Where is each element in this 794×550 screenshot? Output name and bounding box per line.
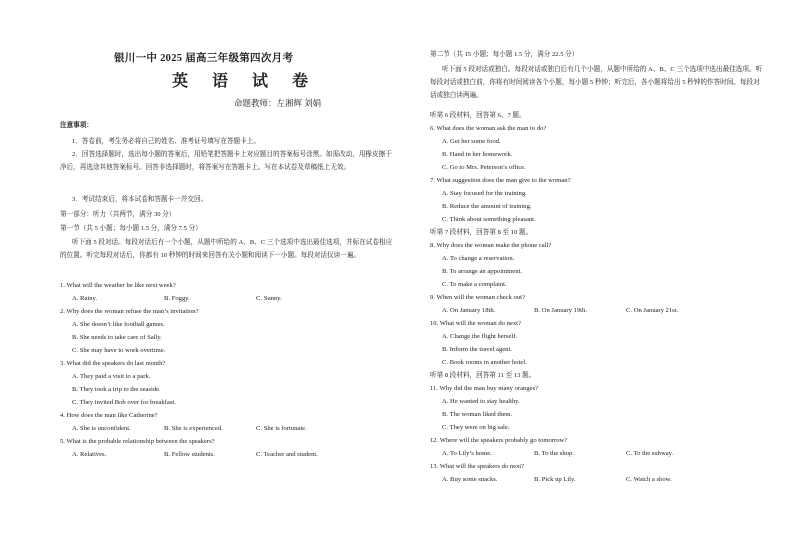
question-stem: 4. How does the man like Catherine? xyxy=(60,412,158,419)
answer-option: A. Get her some food. xyxy=(442,138,501,145)
material-lead: 听第 7 段材料，回答第 8 至 10 题。 xyxy=(430,229,533,236)
section1-intro: 听下面 5 段对话。每段对话后有一个小题，从题中所给的 A、B、C 三个选项中选出最佳选项，并标在试卷相应的位置。听完每段对话后，你都有 10 秒钟的时间来回答有关小题和阅读下一小题。每段对话仅读一遍。 xyxy=(60,239,393,259)
answer-option: B. Reduce the amount of training. xyxy=(442,203,532,210)
section2-heading: 第二节（共 15 小题；每小题 1.5 分，满分 22.5 分） xyxy=(430,51,579,58)
answer-option: A. Relatives. xyxy=(72,451,107,458)
answer-option: B. Inform the travel agent. xyxy=(442,346,512,353)
answer-option: B. To the shop. xyxy=(534,450,574,457)
answer-option: B. The woman liked them. xyxy=(442,411,513,418)
exam-title: 银川一中 2025 届高三年级第四次月考 xyxy=(114,53,294,64)
material-lead: 听第 6 段材料，回答第 6、7 题。 xyxy=(430,112,526,119)
section1-heading: 第一节（共 5 小题；每小题 1.5 分，满分 7.5 分） xyxy=(60,225,202,232)
notes-heading: 注意事项： xyxy=(60,122,93,129)
material-lead: 听第 8 段材料，回答第 11 至 13 题。 xyxy=(430,372,536,379)
answer-option: C. Sunny. xyxy=(256,295,282,302)
answer-option: C. On January 21st. xyxy=(626,307,679,314)
answer-option: B. Hand in her homework. xyxy=(442,151,513,158)
question-stem: 8. Why does the woman make the phone call? xyxy=(430,242,552,249)
answer-option: B. On January 19th. xyxy=(534,307,587,314)
answer-option: C. They were on big sale. xyxy=(442,424,510,431)
answer-option: A. She doesn’t like football games. xyxy=(72,321,165,328)
question-stem: 2. Why does the woman refuse the man’s invitation? xyxy=(60,308,199,315)
answer-option: B. She is experienced. xyxy=(164,425,223,432)
answer-option: A. Buy some snacks. xyxy=(442,476,498,483)
answer-option: C. Teacher and student. xyxy=(256,451,318,458)
question-stem: 10. What will the woman do next? xyxy=(430,320,521,327)
answer-option: C. Think about something pleasant. xyxy=(442,216,536,223)
question-stem: 12. Where will the speakers probably go tomorrow? xyxy=(430,437,568,444)
question-stem: 7. What suggestion does the man give to the woman? xyxy=(430,177,571,184)
answer-option: B. They took a trip to the seaside. xyxy=(72,386,161,393)
answer-option: B. She needs to take care of Sally. xyxy=(72,334,162,341)
question-stem: 5. What is the probable relationship between the speakers? xyxy=(60,438,215,445)
note-item-1: 1．答卷前，考生务必将自己的姓名、准考证号填写在答题卡上。 xyxy=(72,138,260,145)
answer-option: B. Pick up Lily. xyxy=(534,476,576,483)
answer-option: A. To change a reservation. xyxy=(442,255,515,262)
answer-option: C. Book rooms in another hotel. xyxy=(442,359,527,366)
part1-heading: 第一部分：听力（共两节，满分 30 分） xyxy=(60,211,176,218)
answer-option: A. He wanted to stay healthy. xyxy=(442,398,520,405)
note-item-3: 3．考试结束后，将本试卷和答题卡一并交回。 xyxy=(72,196,208,203)
question-stem: 6. What does the woman ask the man to do? xyxy=(430,125,547,132)
answer-option: A. To Lily’s home. xyxy=(442,450,492,457)
answer-option: A. Stay focused for the training. xyxy=(442,190,527,197)
answer-option: C. To make a complaint. xyxy=(442,281,507,288)
answer-option: C. She may have to work overtime. xyxy=(72,347,166,354)
answer-option: C. She is fortunate. xyxy=(256,425,307,432)
answer-option: C. To the subway. xyxy=(626,450,674,457)
question-stem: 3. What did the speakers do last month? xyxy=(60,360,166,367)
question-stem: 9. When will the woman check out? xyxy=(430,294,525,301)
answer-option: A. They paid a visit to a park. xyxy=(72,373,151,380)
exam-subtitle: 英 语 试 卷 xyxy=(172,73,319,90)
teachers-line: 命题教师：左湘辉 刘娟 xyxy=(234,98,322,108)
question-stem: 13. What will the speakers do next? xyxy=(430,463,525,470)
answer-option: A. Change the flight herself. xyxy=(442,333,518,340)
answer-option: C. Go to Mrs. Peterson’s office. xyxy=(442,164,526,171)
answer-option: B. Foggy. xyxy=(164,295,190,302)
section2-intro: 听下面 5 段对话或独白。每段对话或独白后有几个小题，从题中所给的 A、B、C 三个选项中选出最佳选项。听每段对话或独白前，你将有时间阅读各个小题，每小题 5 秒钟；听完后，各小题将给出 5 秒钟的作答时间。每段对话或独白读两遍。 xyxy=(430,66,763,99)
question-stem: 11. Why did the man buy many oranges? xyxy=(430,385,539,392)
answer-option: A. Rainy. xyxy=(72,295,98,302)
answer-option: A. She is unconfident. xyxy=(72,425,131,432)
note-item-2: 2．回答选择题时，选出每小题的答案后，用铅笔把答题卡上对应题目的答案标号涂黑。如需改动，用橡皮擦干净后，再选涂其他答案标号。回答非选择题时，将答案写在答题卡上。写在本试卷及草稿纸上无效。 xyxy=(60,151,392,171)
answer-option: B. Fellow students. xyxy=(164,451,215,458)
answer-option: C. Watch a show. xyxy=(626,476,672,483)
question-stem: 1. What will the weather be like next week? xyxy=(60,282,176,289)
answer-option: B. To arrange an appointment. xyxy=(442,268,522,275)
answer-option: A. On January 18th. xyxy=(442,307,496,314)
answer-option: C. They invited Bob over for breakfast. xyxy=(72,399,176,406)
